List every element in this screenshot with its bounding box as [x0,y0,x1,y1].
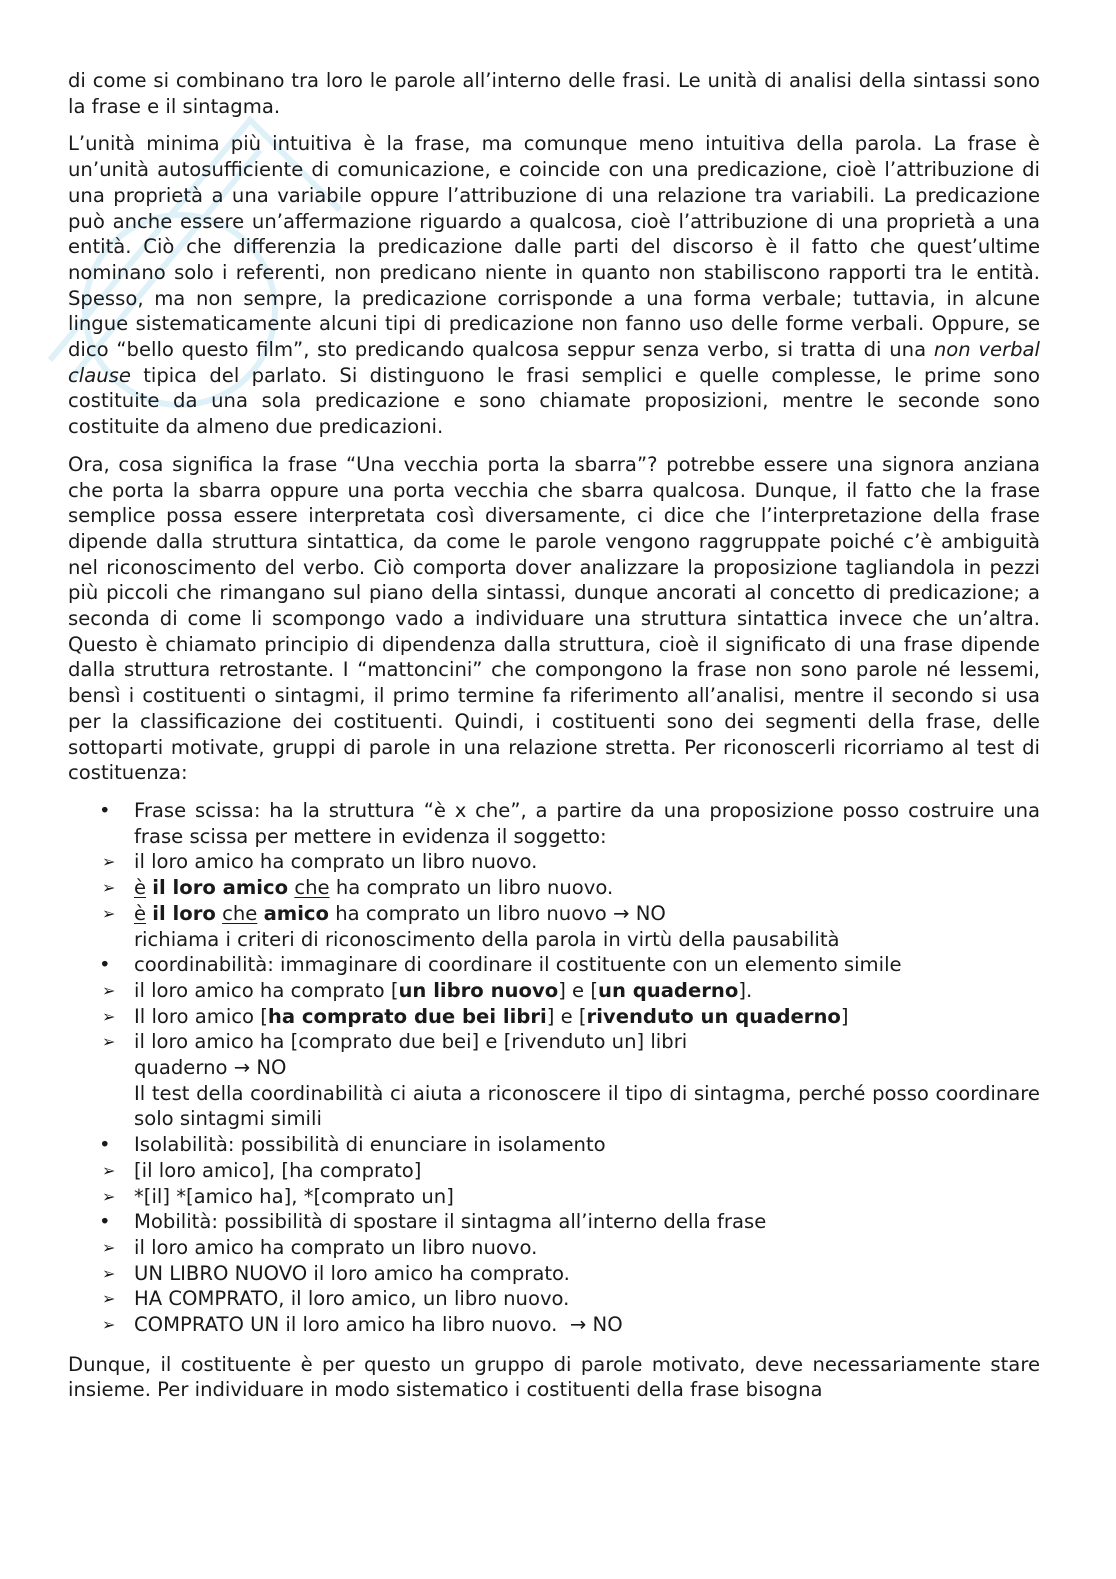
right-arrow-icon: → [233,1056,251,1080]
example-item: ➢ *[il] *[amico ha], *[comprato un] [102,1184,454,1208]
paragraph-intro: di come si combinano tra loro le parole all’interno delle frasi. Le unità di analisi della sintassi sono la frase e il sintagma. [68,69,1040,118]
paragraph-predicazione: L’unità minima più intuitiva è la frase, ma comunque meno intuitiva della parola. La frase è un’unità autosufficiente di comunicazione, e coincide con una predicazione, cioè l’attribuzione di una proprietà a una variabile oppure l’attribuzione di una relazione tra variabili. La predicazione può anche essere un’affermazione riguardo a qualcosa, cioè l’attribuzione di una proprietà a una entità. Ciò che differenzia la predicazione dalle parti del discorso è il fatto che quest’ultime nominano solo i referenti, non predicano niente in quanto non stabiliscono rapporti tra le entità. Spesso, ma non sempre, la predicazione corrisponde a una forma verbale; tuttavia, in alcune lingue sistematicamente alcuni tipi di predicazione non fanno uso delle forme verbali. Oppure, se dico “bello questo film”, sto predicando qualcosa seppur senza verbo, si tratta di una non verbal clause tipica del parlato. Si distinguono le frasi semplici e quelle complesse, le prime sono costituite da una sola predicazione e sono chiamate proposizioni, mentre le seconde sono costituite da almeno due predicazioni. [68,132,1040,439]
arrow-bullet-icon: ➢ [102,1237,116,1257]
example-item: ➢ [il loro amico], [ha comprato] [102,1158,422,1182]
example-item: ➢ COMPRATO UN il loro amico ha libro nuovo. → NO [102,1313,623,1337]
example-item: ➢ Il loro amico [ha comprato due bei libri] e [rivenduto un quaderno] [102,1004,849,1028]
constituency-test-list [68,798,1040,1338]
arrow-bullet-icon: ➢ [102,1315,116,1335]
bullet-icon: • [99,1133,111,1157]
right-arrow-icon: → [613,901,630,925]
arrow-bullet-icon: ➢ [102,980,116,1000]
bullet-icon: • [99,1210,111,1234]
arrow-bullet-icon: ➢ [102,1160,116,1180]
arrow-bullet-icon: ➢ [102,878,116,898]
list-item-frase-scissa: • Frase scissa: ha la struttura “è x che”, a partire da una proposizione posso costruire una frase scissa per mettere in evidenza il soggetto: [99,798,1040,848]
paragraph-struttura: Ora, cosa significa la frase “Una vecchia porta la sbarra”? potrebbe essere una signora anziana che porta la sbarra oppure una porta vecchia che sbarra qualcosa. Dunque, il fatto che la frase semplice possa essere interpretata così diversamente, ci dice che l’interpretazione della frase dipende dalla struttura sintattica, da come le parole vengono raggruppate poiché c’è ambiguità nel riconoscimento del verbo. Ciò comporta dover analizzare la proposizione tagliandola in pezzi più piccoli che rimangano sul piano della sintassi, dunque ancorati al concetto di predicazione; a seconda di come li scompongo vado a individuare una struttura sintattica invece che un’altra. Questo è chiamato principio di dipendenza dalla struttura, cioè il significato di una frase dipende dalla struttura retrostante. I “mattoncini” che compongono la frase non sono parole né lessemi, bensì i costituenti o sintagmi, il primo termine fa riferimento all’analisi, mentre il secondo si usa per la classificazione dei costituenti. Quindi, i costituenti sono dei segmenti della frase, delle sottoparti motivate, gruppi di parole in una relazione stretta. Per riconoscerli ricorriamo al test di costituenza: [68,452,1040,785]
example-item: ➢ il loro amico ha comprato [un libro nuovo] e [un quaderno]. [102,978,753,1002]
example-item: ➢ UN LIBRO NUOVO il loro amico ha comprato. [102,1261,570,1285]
example-item: ➢ il loro amico ha [comprato due bei] e [rivenduto un] libri [102,1030,688,1054]
list-item-note: richiama i criteri di riconoscimento della parola in virtù della pausabilità [134,927,840,951]
example-item: ➢ il loro amico ha comprato un libro nuovo. [102,850,538,874]
right-arrow-icon: → [569,1313,587,1337]
arrow-bullet-icon: ➢ [102,852,116,872]
example-continuation: quaderno → NO [134,1056,287,1080]
document-page [68,68,1040,1403]
example-item: ➢ HA COMPRATO, il loro amico, un libro nuovo. [102,1287,570,1311]
arrow-bullet-icon: ➢ [102,1006,116,1026]
bullet-icon: • [99,953,111,977]
example-item: ➢ è il loro che amico ha comprato un libro nuovo → NO [102,901,666,925]
list-item-note: Il test della coordinabilità ci aiuta a riconoscere il tipo di sintagma, perché posso coordinare solo sintagmi simili [134,1081,1040,1131]
paragraph-conclusione: Dunque, il costituente è per questo un gruppo di parole motivato, deve necessariamente stare insieme. Per individuare in modo sistematico i costituenti della frase bisogna [68,1352,1040,1402]
list-item-mobilita: • Mobilità: possibilità di spostare il sintagma all’interno della frase [99,1210,767,1234]
list-item-coordinabilita: • coordinabilità: immaginare di coordinare il costituente con un elemento simile [99,953,902,977]
example-item: ➢ il loro amico ha comprato un libro nuovo. [102,1235,538,1259]
arrow-bullet-icon: ➢ [102,903,116,923]
arrow-bullet-icon: ➢ [102,1186,116,1206]
list-item-isolabilita: • Isolabilità: possibilità di enunciare in isolamento [99,1133,606,1157]
bullet-icon: • [99,798,111,822]
arrow-bullet-icon: ➢ [102,1263,116,1283]
arrow-bullet-icon: ➢ [102,1289,116,1309]
arrow-bullet-icon: ➢ [102,1032,116,1052]
example-item: ➢ è il loro amico che ha comprato un libro nuovo. [102,876,614,900]
